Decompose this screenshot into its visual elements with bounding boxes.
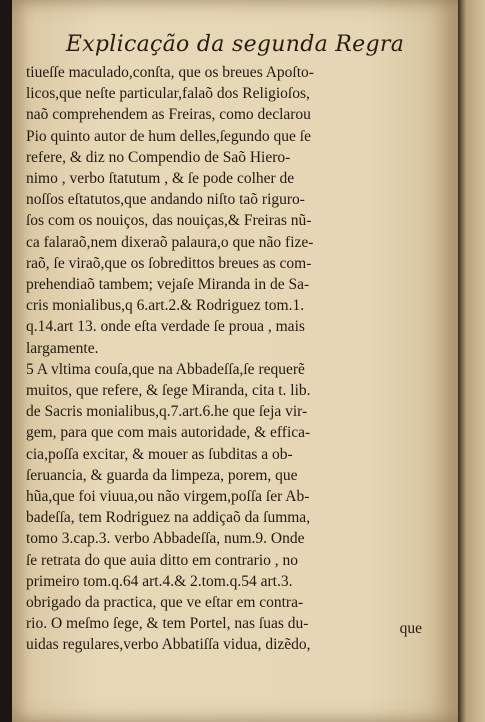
text-line: badeſſa, tem Rodriguez na addiçaõ da ſumma, [26,509,311,527]
text-line: muitos, que refere, & ſege Miranda, cita t. lib. [26,382,311,400]
text-line: noſſos eſtatutos,que andando niſto taõ riguro- [26,191,305,209]
text-line: ca falaraõ,nem dixeraõ palaura,o que não fize- [26,233,314,251]
text-line: largamente. [26,339,99,357]
text-line: prehendiaõ tambem; vejaſe Miranda in de Sa- [26,276,310,294]
page-body [26,62,452,656]
text-line: naõ comprehendem as Freiras, como declarou [26,106,311,124]
running-title: Explicação da segunda Regra [65,32,405,57]
catchword: que [399,620,422,637]
text-line: tomo 3.cap.3. verbo Abbadeſſa, num.9. Onde [26,530,305,548]
text-line: cia,poſſa excitar, & mouer as ſubditas a ob- [26,445,293,463]
text-line: uidas regulares,verbo Abbatiſſa vidua, dizẽdo, [26,636,311,654]
text-line: ſe retrata do que auia ditto em contrario , no [26,551,299,569]
text-line: Pio quinto autor de hum delles,ſegundo que ſe [26,127,311,145]
text-line: refere, & diz no Compendio de Saõ Hiero- [26,148,291,166]
text-line: primeiro tom.q.64 art.4.& 2.tom.q.54 art.3. [26,572,293,590]
text-line: hũa,que foi viuua,ou não virgem,poſſa ſer Ab- [26,488,310,506]
book-page [12,0,458,722]
text-line: gem, para que com mais autoridade, & effica- [26,424,311,442]
text-line: ſeruancia, & guarda da limpeza, porem, que [26,466,298,484]
text-line: rio. O meſmo ſege, & tem Portel, nas ſuas du- [26,615,309,633]
text-line: de Sacris monialibus,q.7.art.6.he que ſeja vir- [26,403,308,421]
paragraph-start-line: 5 A vltima couſa,que na Abbadeſſa,ſe requerẽ [26,360,305,378]
text-line: cris monialibus,q 6.art.2.& Rodriguez tom.1. [26,297,305,315]
adjacent-page-edge [458,0,485,722]
text-line: ſos com os nouiços, das nouiças,& Freiras nũ- [26,212,312,230]
text-line: obrigado da practica, que ve eſtar em contra- [26,594,304,612]
text-line: licos,que neſte particular,falaõ dos Religioſos, [26,85,310,103]
text-line: q.14.art 13. onde eſta verdade ſe proua , mais [26,318,305,336]
text-line: tiueſſe maculado,conſta, que os breues Apoſto- [26,64,314,81]
text-line: raõ, ſe viraõ,que os ſobredittos breues as com- [26,254,312,272]
text-line: nimo , verbo ſtatutum , & ſe pode colher de [26,170,295,188]
